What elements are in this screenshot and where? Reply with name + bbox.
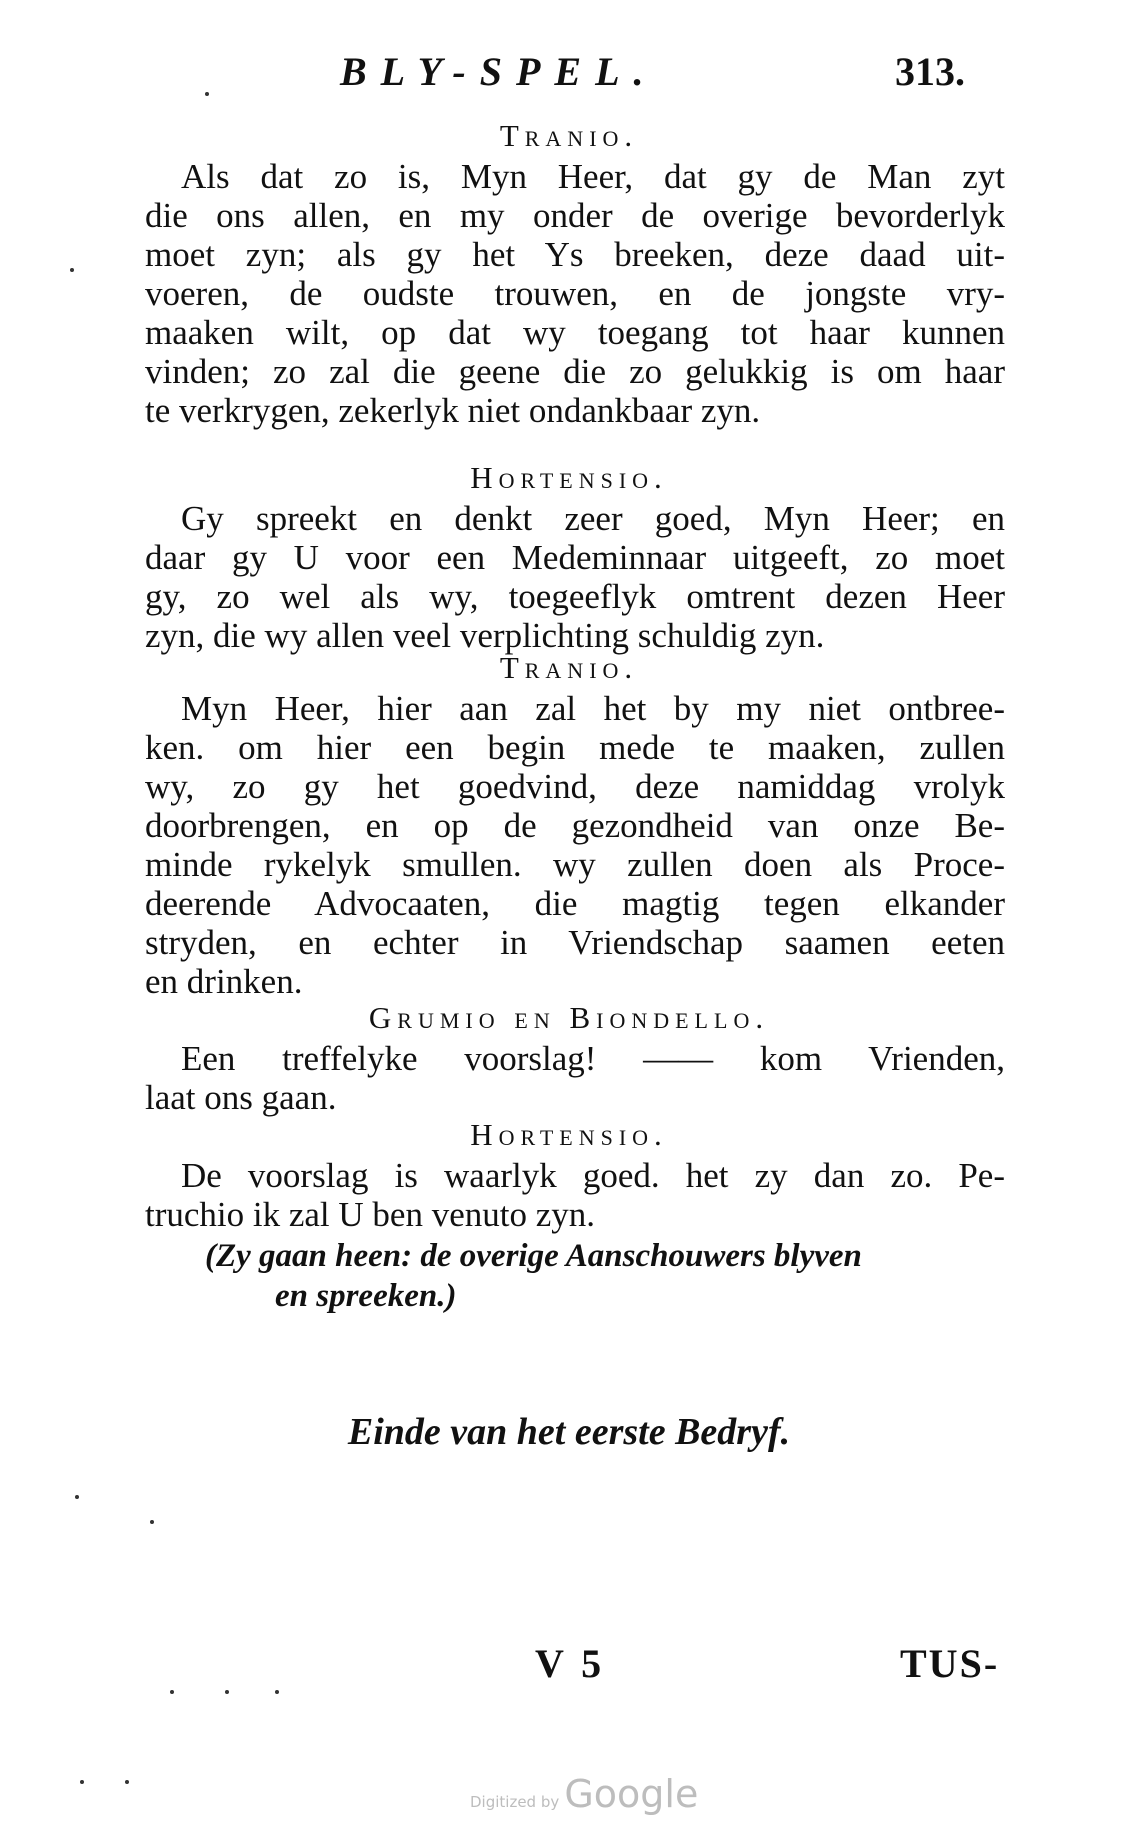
watermark-prefix: Digitized by	[470, 1793, 560, 1811]
speech-line: deerende Advocaaten, die magtig tegen elkander	[145, 884, 1005, 923]
scan-speck	[170, 1690, 174, 1694]
scan-speck	[275, 1690, 279, 1694]
speech-line: wy, zo gy het goedvind, deze namiddag vrolyk	[145, 767, 1005, 806]
speech-line: truchio ik zal U ben venuto zyn.	[145, 1195, 596, 1234]
speaker-name: Hortensio.	[470, 1117, 668, 1152]
speaker-name: Grumio en Biondello.	[368, 1000, 770, 1035]
stage-direction	[205, 1236, 1005, 1316]
speech-line: gy, zo wel als wy, toegeeflyk omtrent dezen Heer	[145, 577, 1005, 616]
scan-speck	[125, 1780, 129, 1784]
speech-line: De voorslag is waarlyk goed. het zy dan zo. Pe-	[181, 1156, 1005, 1195]
speech-line: ken. om hier een begin mede te maaken, zullen	[145, 728, 1005, 767]
stage-direction-line: en spreeken.)	[275, 1278, 457, 1314]
speech-line: en drinken.	[145, 962, 303, 1001]
end-of-act: Einde van het eerste Bedryf.	[347, 1411, 791, 1453]
speech	[145, 1039, 1005, 1117]
stage-direction-line: (Zy gaan heen: de overige Aanschouwers blyven	[205, 1238, 862, 1274]
speech-line: maaken wilt, op dat wy toegang tot haar kunnen	[145, 313, 1005, 352]
catchword: TUS-	[900, 1641, 1000, 1686]
speech-line: Myn Heer, hier aan zal het by my niet ontbree-	[181, 689, 1005, 728]
speech-line: Als dat zo is, Myn Heer, dat gy de Man zyt	[181, 157, 1005, 196]
scan-speck	[70, 268, 74, 272]
speech-line: die ons allen, en my onder de overige bevorderlyk	[145, 196, 1005, 235]
speech-line: Een treffelyke voorslag! —— kom Vrienden,	[181, 1039, 1005, 1078]
speech-line: vinden; zo zal die geene die zo gelukkig is om haar	[145, 352, 1005, 391]
speech-line: te verkrygen, zekerlyk niet ondankbaar zyn.	[145, 391, 761, 430]
speech-line: daar gy U voor een Medeminnaar uitgeeft, zo moet	[145, 538, 1005, 577]
speech	[145, 499, 1005, 655]
scan-speck	[225, 1690, 229, 1694]
running-title: BLY-SPEL.	[340, 49, 658, 94]
speech-line: doorbrengen, en op de gezondheid van onze Be-	[145, 806, 1005, 845]
speech-line: laat ons gaan.	[145, 1078, 337, 1117]
digitized-watermark	[470, 1772, 698, 1816]
speech	[145, 157, 1005, 430]
speech	[145, 689, 1005, 1001]
speech-line: minde rykelyk smullen. wy zullen doen als Proce-	[145, 845, 1005, 884]
speech-line: zyn, die wy allen veel verplichting schuldig zyn.	[145, 616, 825, 655]
google-logo: Google	[564, 1772, 699, 1816]
speech-line: moet zyn; als gy het Ys breeken, deze daad uit-	[145, 235, 1005, 274]
speech-line: stryden, en echter in Vriendschap saamen eeten	[145, 923, 1005, 962]
scan-speck	[205, 92, 209, 96]
scan-speck	[80, 1780, 84, 1784]
speech	[145, 1156, 1005, 1234]
speaker-name: Hortensio.	[470, 460, 668, 495]
scan-speck	[75, 1495, 79, 1499]
speaker-name: Tranio.	[499, 118, 639, 153]
page-number: 313.	[895, 49, 965, 94]
speech-line: voeren, de oudste trouwen, en de jongste vry-	[145, 274, 1005, 313]
speaker-name: Tranio.	[499, 650, 639, 685]
scan-speck	[150, 1520, 154, 1524]
speech-line: Gy spreekt en denkt zeer goed, Myn Heer; en	[181, 499, 1005, 538]
signature-mark: V 5	[535, 1641, 606, 1686]
